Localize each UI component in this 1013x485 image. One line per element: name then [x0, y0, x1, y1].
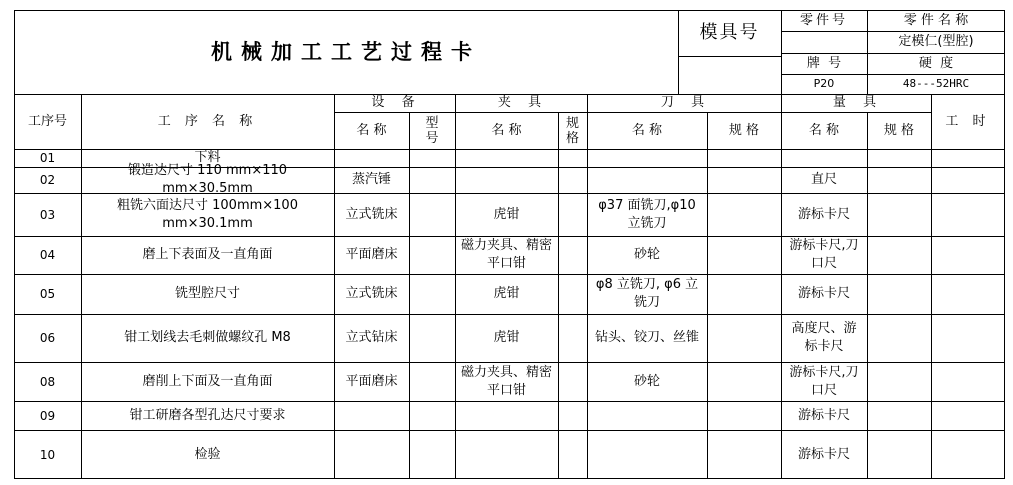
row-equipment-name: 蒸汽锤 [351, 172, 391, 187]
sub-gauge-spec: 规 格 [883, 122, 915, 138]
row-equipment-name [334, 149, 409, 167]
row-gauge-name: 游标卡尺 [797, 446, 850, 462]
col-step-name: 工 序 名 称 [157, 113, 258, 129]
hardness-value: 48---52HRC [902, 77, 970, 90]
sub-equip-name: 名 称 [356, 122, 387, 138]
sub-tool-name: 名 称 [631, 122, 663, 138]
h-rule [14, 362, 1005, 363]
row-tool-name [587, 430, 707, 479]
row-gauge-name: 直尺 [810, 172, 837, 187]
row-step-name: 磨上下表面及一直角面 [142, 247, 273, 262]
row-equipment-name: 立式铣床 [345, 206, 398, 222]
row-gauge-name [781, 149, 867, 167]
card-title: 机械加工工艺过程卡 [211, 40, 481, 64]
row-tool-name [587, 167, 707, 193]
row-equipment-name: 平面磨床 [345, 247, 398, 262]
row-step-no: 05 [39, 287, 56, 301]
v-rule [707, 112, 708, 479]
col-tool: 刀 具 [660, 95, 708, 110]
row-equipment-name: 立式铣床 [345, 286, 398, 301]
v-rule [558, 112, 559, 479]
part-name-value: 定模仁(型腔) [898, 34, 974, 49]
row-step-no: 03 [39, 207, 56, 222]
row-fixture-name: 虎钳 [493, 206, 520, 222]
v-rule [931, 94, 932, 479]
row-fixture-name [455, 401, 558, 430]
col-fixture: 夹 具 [497, 95, 545, 110]
h-rule [781, 53, 1005, 54]
v-rule [409, 112, 410, 479]
row-tool-name [587, 149, 707, 167]
row-gauge-name: 游标卡尺,刀口尺 [789, 364, 859, 398]
h-rule [781, 74, 1005, 75]
sub-fixture-spec: 规 格 [565, 115, 579, 146]
row-fixture-name [455, 430, 558, 479]
row-fixture-name [455, 167, 558, 193]
h-rule [14, 94, 1005, 95]
row-equipment-name: 立式钻床 [345, 330, 398, 345]
v-rule [587, 94, 588, 479]
col-equipment: 设 备 [371, 95, 418, 110]
h-rule [14, 430, 1005, 431]
h-rule [14, 401, 1005, 402]
row-gauge-name: 游标卡尺 [797, 206, 850, 222]
hardness-label: 硬 度 [918, 55, 954, 71]
row-gauge-name: 游标卡尺 [797, 407, 850, 423]
v-rule [334, 94, 335, 479]
row-fixture-name: 磁力夹具、精密平口钳 [461, 364, 553, 398]
row-step-no: 02 [39, 173, 56, 187]
sub-tool-spec: 规 格 [728, 122, 760, 138]
row-equipment-name [334, 401, 409, 430]
h-rule [678, 56, 781, 57]
v-rule [781, 10, 782, 94]
row-step-no: 01 [39, 151, 56, 165]
row-tool-name [587, 401, 707, 430]
row-gauge-name: 游标卡尺 [797, 286, 850, 301]
part-name-label: 零 件 名 称 [903, 12, 969, 28]
row-fixture-name: 磁力夹具、精密平口钳 [461, 238, 553, 271]
row-step-name: 铣型腔尺寸 [174, 286, 240, 301]
sub-fixture-name: 名 称 [491, 122, 522, 138]
v-rule [455, 94, 456, 479]
h-rule [14, 314, 1005, 315]
v-rule [81, 94, 82, 479]
row-step-name: 钳工研磨各型孔达尺寸要求 [129, 407, 286, 423]
col-step-no: 工序号 [27, 113, 67, 129]
v-rule [867, 112, 868, 479]
sub-gauge-name: 名 称 [808, 122, 840, 138]
h-rule [781, 31, 1005, 32]
h-rule [14, 149, 1005, 150]
row-tool-name: 砂轮 [633, 247, 660, 262]
sub-equip-model: 型 号 [425, 115, 439, 146]
row-step-no: 09 [39, 408, 56, 423]
row-tool-name: 钻头、铰刀、丝锥 [594, 330, 699, 345]
row-tool-name: 砂轮 [633, 373, 660, 389]
col-gauge: 量 具 [832, 95, 880, 110]
h-rule [14, 193, 1005, 194]
mold-no-label: 模具号 [699, 22, 760, 43]
row-step-name: 锻造达尺寸 110 mm×110 mm×30.5mm [127, 163, 288, 196]
part-no-label: 零件号 [799, 12, 848, 28]
row-step-no: 04 [39, 248, 56, 262]
v-rule [781, 94, 782, 479]
row-tool-name: φ37 面铣刀,φ10 立铣刀 [598, 197, 696, 231]
row-fixture-name: 虎钳 [493, 330, 520, 345]
v-rule [867, 10, 868, 94]
brand-label: 牌 号 [806, 55, 842, 71]
h-rule [14, 274, 1005, 275]
h-rule [14, 167, 1005, 168]
row-fixture-name: 虎钳 [493, 286, 520, 301]
row-step-name: 检验 [194, 446, 221, 462]
row-step-no: 10 [39, 447, 56, 462]
v-rule [678, 10, 679, 94]
row-step-name: 钳工划线去毛刺做螺纹孔 M8 [124, 330, 291, 345]
row-gauge-name: 高度尺、游标卡尺 [791, 321, 857, 354]
row-step-name: 粗铣六面达尺寸 100mm×100 mm×30.1mm [117, 197, 298, 231]
h-rule [334, 112, 931, 113]
h-rule [14, 236, 1005, 237]
brand-value: P20 [813, 77, 835, 90]
col-work-hours: 工 时 [945, 113, 991, 129]
row-gauge-name: 游标卡尺,刀口尺 [789, 238, 859, 271]
row-step-name: 磨削上下面及一直角面 [142, 373, 273, 389]
row-tool-name: φ8 立铣刀, φ6 立铣刀 [595, 277, 699, 310]
row-step-no: 08 [39, 374, 56, 389]
row-equipment-name: 平面磨床 [345, 373, 398, 389]
row-step-no: 06 [39, 331, 56, 345]
row-step-name: 下料 [194, 150, 221, 165]
row-fixture-name [455, 149, 558, 167]
row-equipment-name [334, 430, 409, 479]
